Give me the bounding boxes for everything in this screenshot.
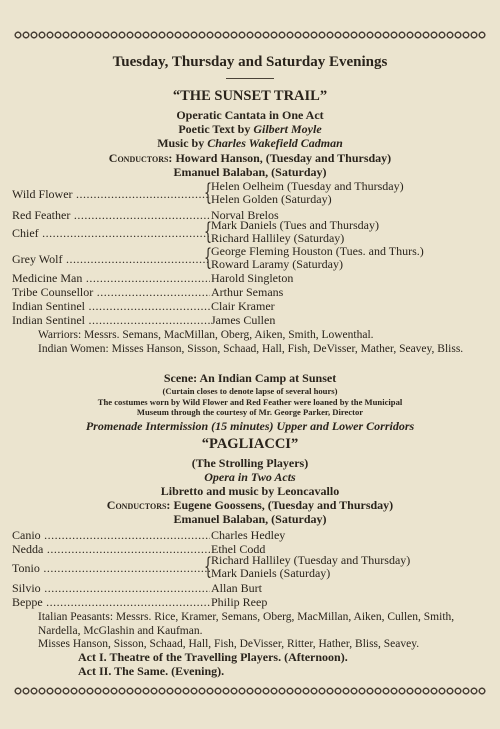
brace: {: [204, 219, 213, 245]
page-heading: Tuesday, Thursday and Saturday Evenings: [112, 54, 388, 70]
cast-row-tribe-counsellor: [12, 285, 490, 299]
heading-rule: [226, 78, 274, 79]
peasants-paragraph: [14, 611, 484, 652]
women-line: Indian Women: Misses Hanson, Sisson, Schaad, Hall, Fish, DeVisser, Mather, Seavey, Bliss.: [38, 342, 464, 355]
actor-2: Helen Golden (Saturday): [211, 192, 332, 206]
role-name: Red Feather .....: [12, 208, 210, 223]
role-name: Nedda .....: [12, 542, 210, 557]
role-name: Medicine Man .....: [12, 271, 210, 286]
conductor-1: Howard Hanson, (Tuesday and Thursday): [172, 151, 392, 165]
pagliacci-conductor-2: Emanuel Balaban, (Saturday): [173, 512, 327, 526]
actor-2: Mark Daniels (Saturday): [211, 566, 331, 580]
actor-lines: [211, 245, 424, 271]
actor-1: Mark Daniels (Tues and Thursday): [211, 218, 379, 232]
cast-row-beppe: [12, 595, 490, 609]
music-author: Charles Wakefield Cadman: [207, 136, 343, 150]
actor-1: Helen Oelheim (Tuesday and Thursday): [211, 179, 404, 193]
misses-line: Misses Hanson, Sisson, Schaad, Hall, Fish, DeVisser, Ritter, Hather, Bliss, Seavey.: [38, 638, 420, 650]
sunset-genre: Operatic Cantata in One Act: [176, 108, 324, 122]
brace: {: [204, 180, 213, 206]
role-name: Grey Wolf .....: [12, 252, 210, 267]
role-name: Indian Sentinel .....: [12, 313, 210, 328]
cast-row-indian-sentinel-1: [12, 299, 490, 313]
actor-name: James Cullen: [211, 313, 276, 327]
actor-name: Allan Burt: [211, 581, 262, 595]
actor-lines: [211, 554, 410, 580]
pagliacci-subtitle: (The Strolling Players): [191, 456, 309, 470]
actor-1: Richard Halliley (Tuesday and Thursday): [211, 553, 411, 567]
top-ornamental-border: [14, 30, 486, 40]
cast-row-silvio: [12, 581, 490, 595]
role-name: Chief .....: [12, 226, 210, 241]
actor-name: Ethel Codd: [211, 542, 266, 556]
peasants-line: Italian Peasants: Messrs. Rice, Kramer, Semans, Oberg, MacMillan, Aiken, Cullen, Smith, Nardella, McGlashin and Kaufman.: [38, 611, 455, 637]
intermission-line: Promenade Intermission (15 minutes) Upper and Lower Corridors: [85, 419, 415, 433]
actor-name: Clair Kramer: [211, 299, 275, 313]
sunset-conductors: [0, 151, 500, 166]
conductor-1: Eugene Goossens, (Tuesday and Thursday): [170, 498, 394, 512]
warriors-and-women: [14, 329, 484, 356]
role-name: Canio .....: [12, 528, 210, 543]
actor-name: Norval Brelos: [211, 208, 279, 222]
act-2-line: Act II. The Same. (Evening).: [78, 664, 225, 678]
actor-name: Charles Hedley: [211, 528, 286, 542]
cast-row-indian-sentinel-2: [12, 313, 490, 327]
actor-name: Arthur Semans: [211, 285, 284, 299]
actor-lines: [211, 180, 404, 206]
pagliacci-genre: Opera in Two Acts: [204, 470, 296, 484]
actor-lines: [211, 219, 379, 245]
actor-name: Philip Reep: [211, 595, 268, 609]
cast-row-canio: [12, 528, 490, 542]
curtain-note: (Curtain closes to denote lapse of several hours): [162, 386, 338, 396]
text-prefix: Poetic Text by: [178, 122, 254, 136]
brace: {: [204, 554, 213, 580]
sunset-music-credit: [0, 136, 500, 151]
role-name: Tribe Counsellor .....: [12, 285, 210, 300]
cast-row-medicine-man: [12, 271, 490, 285]
bottom-ornamental-border: [14, 686, 486, 696]
role-name: Indian Sentinel .....: [12, 299, 210, 314]
actor-1: George Fleming Houston (Tues. and Thurs.): [211, 244, 424, 258]
conductors-label: Conductors:: [106, 498, 171, 512]
music-prefix: Music by: [157, 136, 208, 150]
text-author: Gilbert Moyle: [253, 122, 322, 136]
warriors-line: Warriors: Messrs. Semans, MacMillan, Oberg, Aiken, Smith, Lowenthal.: [38, 329, 374, 341]
costume-note-1: The costumes worn by Wild Flower and Red Feather were loaned by the Municipal: [97, 397, 403, 407]
act-1-line: Act I. Theatre of the Travelling Players. (Afternoon).: [78, 650, 348, 664]
role-name: Wild Flower .....: [12, 187, 210, 202]
brace: {: [204, 245, 213, 271]
pagliacci-libretto: Libretto and music by Leoncavallo: [160, 484, 340, 498]
role-name: Beppe .....: [12, 595, 210, 610]
actor-2: Roward Laramy (Saturday): [211, 257, 343, 271]
actor-name: Harold Singleton: [211, 271, 294, 285]
conductors-label: Conductors:: [108, 151, 173, 165]
scene-line: Scene: An Indian Camp at Sunset: [163, 371, 337, 385]
role-name: Tonio .....: [12, 561, 210, 576]
actor-2: Richard Halliley (Saturday): [211, 231, 345, 245]
pagliacci-title: “PAGLIACCI”: [201, 436, 299, 452]
pagliacci-conductors: [0, 498, 500, 513]
sunset-text-credit: [0, 122, 500, 137]
costume-note-2: Museum through the courtesy of Mr. George Parker, Director: [136, 407, 364, 417]
role-name: Silvio .....: [12, 581, 210, 596]
sunset-title: “THE SUNSET TRAIL”: [172, 88, 328, 104]
sunset-conductor-2: Emanuel Balaban, (Saturday): [173, 165, 327, 179]
